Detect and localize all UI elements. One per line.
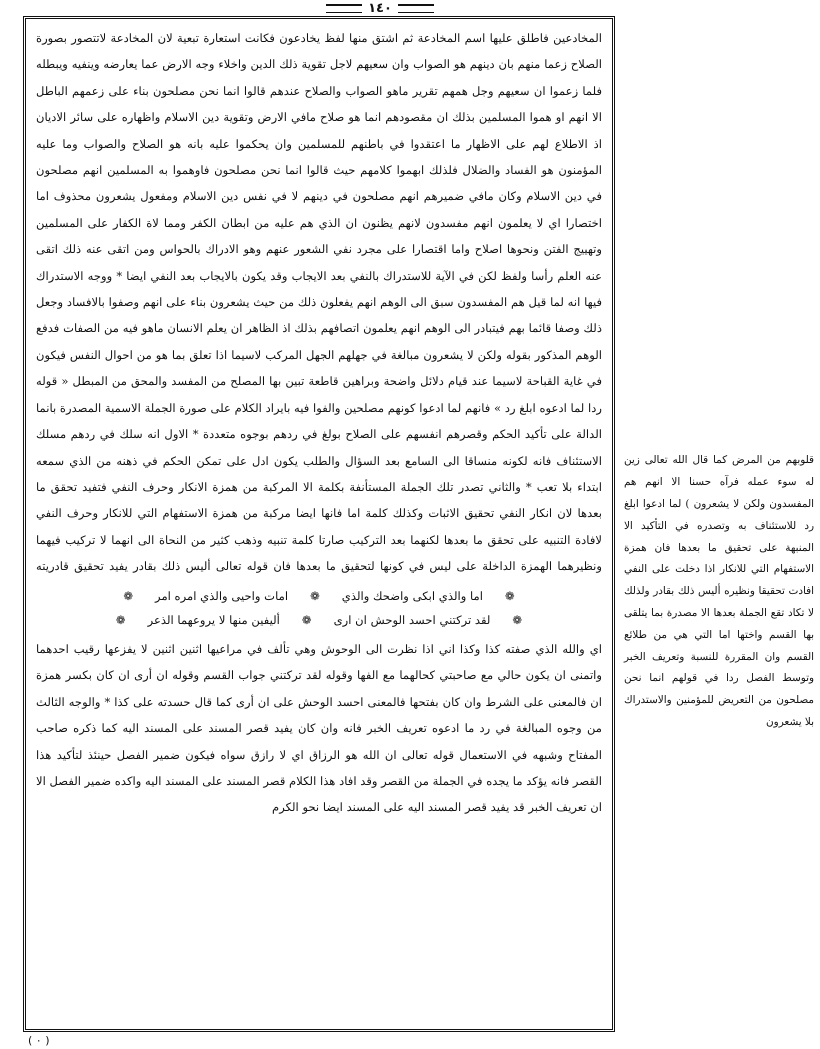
verse-line-2	[36, 608, 602, 632]
main-text-body: المخادعين فاطلق عليها اسم المخادعة ثم اشتق منها لفظ يخادعون فكانت استعارة تبعية لان المخادعة لاتتصور بصورة الصلاح زعما منهم بان دينهم هو الصواب وان سعيهم لاجل تقوية ذلك الدين واخلاء وجه الارض عما يعارضه وينفيه ويبطله فلما زعموا ان سعيهم وجل همهم تقرير ماهو الصواب والصلاح عندهم قالوا انما نحن مصلحون بناء على زعمهم الباطل الا انهم او هموا المسلمين بذلك ان مقصودهم انما هو صلاح مافي الارض وتقوية دين الاسلام واظهاره على سائر الاديان اذ الاطلاع لهم على الاظهار ما اعتقدوا في باطنهم للمسلمين وان يحكموا عليه بانه هو الصلاح والصواب وما عليه المؤمنون هو الفساد والضلال فلذلك ابهموا كلامهم حيث قالوا انما نحن مصلحون فاوهموا به المسلمين انهم مصلحون في دين الاسلام وكان مافي ضميرهم انهم مصلحون في دينهم لا في نفس دين الاسلام ومفعول يشعرون محذوف اما اختصارا اي لا يعلمون انهم مفسدون لانهم يظنون ان الذي هم عليه من ابطان الكفر ومما لاة الكفار على المسلمين وتهييج الفتن ونحوها اصلاح واما اقتصارا على مجرد نفي الشعور عنهم وهو الادراك بالحواس ومن اتقى عنه ذلك اتقى عنه العلم رأسا ولفظ لكن في الآية للاستدراك بالنفي بعد الايجاب وقد يكون بالايجاب بعد النفي ايضا * ووجه الاستدراك فيها انه لما قيل هم المفسدون سبق الى الوهم انهم يفعلون ذلك من حيث يشعرون بناء على انهم وصفوا بالافساد وجعل ذلك وصفا قائما بهم فيتبادر الى الوهم انهم يعلمون اتصافهم بذلك اذ الظاهر ان يعلم الانسان ماهو فيه من الصفات فدفع الوهم المذكور بقوله ولكن لا يشعرون مبالغة في جهلهم الجهل المركب لاسيما اذا تعلق بما هو من احوال النفس فيكون في غاية القباحة لاسيما عند قيام دلائل واضحة وبراهين قاطعة تبين بها المصلح من المفسد والمحق من المبطل « قوله ردا لما ادعوه ابلغ رد » فانهم لما ادعوا كونهم مصلحين والفوا فيه بايراد الكلام على صورة الجملة الاسمية المصدرة بانما الدالة على تأكيد الحكم وقصرهم انفسهم على الصلاح بولغ في ردهم بوجوه متعددة * الاول انه سلك في ردهم مسلك الاستئناف فانه لكونه منساقا الى السامع بعد السؤال والطلب يكون ادل على تمكن الحكم في ذهنه من الذي سمعه ابتداء بلا تعب * والثاني تصدر تلك الجملة المستأنفة بكلمة الا المركبة من همزة الانكار وحرف النفي فتفيد تحقق ما بعدها لان انكار النفي تحقيق الاثبات وكذلك كلمة اما فانها ايضا مركبة من همزة الاستفهام التي للانكار وحرف النفي لافادة التنبيه على تحقق ما بعدها لكنهما بعد التركيب صارتا كلمة تنبيه وذهب كثير من النحاة الى انهما لا تركيب فيهما ونظيرهما الهمزة الداخلة على ليس في كونها لتحقيق ما بعدها فان قوله تعالى أليس ذلك بقادر يفيد تحقيق قادريته	[36, 31, 602, 574]
ornament-right	[398, 4, 434, 13]
poetry-verses	[36, 584, 602, 632]
page-number	[250, 0, 510, 16]
footer-mark: ( ٠ )	[28, 1034, 50, 1047]
ornament-left	[326, 4, 362, 13]
verse-mark: ❁	[301, 613, 312, 627]
verse-mark: ❁	[512, 613, 523, 627]
margin-gloss: قلوبهم من المرض كما قال الله تعالى زين له سوء عمله فرآه حسنا الا انهم هم المفسدون ولكن لا يشعرون ) لما ادعوا ابلغ رد للاستئناف به وتصدره في التأكيد الا المنبهة على تحقيق ما بعدها فان همزة الاستفهام التي للانكار اذا دخلت على النفي افادت تحقيقا ونظيره أليس ذلك بقادر ولذلك لا تكاد تقع الجملة بعدها الا مصدرة بما يتلقى بها القسم واختها اما التي هي من طلائع القسم وان المقررة للنسبة وتعريف الخبر وتوسط الفصل ردا في قولهم انما نحن مصلحون من التعريض للمؤمنين والاستدراك بلا يشعرون	[624, 454, 814, 728]
main-text-frame	[23, 16, 615, 1032]
verse-mark: ❁	[504, 589, 515, 603]
verse-mark: ❁	[310, 589, 320, 603]
page-number-text: ١٤٠	[368, 0, 392, 16]
verse-mark: ❁	[123, 589, 134, 603]
main-text-body-continued: اي والله الذي صفته كذا وكذا اني اذا نظرت الى الوحوش وهي تألف في مراعيها اثنين اثنين لا يفزعها رقيب احدهما واتمنى ان يكون حالي مع صاحبتي كحالهما مع الفها وقوله لقد تركتني جواب القسم وقوله ان أرى ان كان بكسر همزة ان فالمعنى على الشرط وان كان بفتحها فالمعنى احسد الوحش على ان أرى كما قال حسدته على كذا * والوجه الثالث من وجوه المبالغة في رد ما ادعوه تعريف الخبر فانه وان كان يفيد قصر المسند على المسند اليه كما ذكره صاحب المفتاح وشبهه في الاستعمال قوله تعالى ان الله هو الرزاق اي لا رازق سواه فيكون ضمير الفصل حينئذ لتأكيد هذا القصر فانه يؤكد ما يجده في الجملة من القصر وقد افاد هذا الكلام قصر المسند على المسند اليه واكده ضمير الفصل الا ان تعريف الخبر قد يفيد قصر المسند اليه على المسند ايضا نحو الكرم	[36, 642, 602, 815]
verse-1-second-half: امات واحيى والذي امره امر	[155, 589, 289, 603]
verse-1-first-half: اما والذي ابكى واضحك والذي	[341, 589, 483, 603]
verse-mark: ❁	[115, 613, 126, 627]
verse-2-second-half: أليفين منها لا يروعهما الذعر	[147, 613, 280, 627]
verse-2-first-half: لقد تركتني احسد الوحش ان ارى	[333, 613, 491, 627]
verse-line-1	[36, 584, 602, 608]
